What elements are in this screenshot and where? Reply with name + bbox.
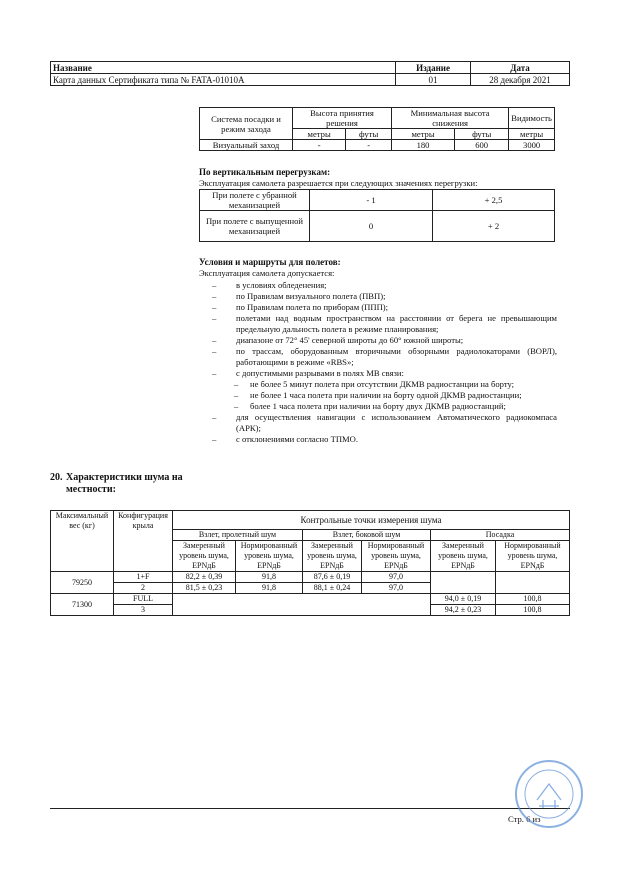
dash: –	[234, 390, 239, 400]
section-title: Характеристики шума на местности:	[66, 472, 183, 495]
mass-header: Максимальный вес (кг)	[51, 511, 114, 572]
table-cell: 82,2 ± 0,39	[173, 572, 236, 583]
list-item	[212, 412, 557, 434]
g-loads-row	[200, 211, 555, 242]
table-cell: 97,0	[362, 572, 431, 583]
conditions-list	[212, 280, 557, 445]
table-cell: 0	[310, 211, 433, 242]
list-item-text: с отклонениями согласно ТПМО.	[236, 434, 359, 444]
dash: –	[234, 401, 239, 411]
table-cell: 100,8	[496, 594, 570, 605]
table-cell	[173, 594, 431, 616]
table-cell: -	[293, 140, 346, 151]
conditions-title: Условия и маршруты для полетов:	[199, 257, 341, 267]
landing-header: Посадка	[431, 530, 570, 541]
list-item-text: полетами над водным пространством на расстоянии от берега не превышающим предельную дальность полета в режиме планирования;	[236, 313, 557, 334]
noise-table	[50, 510, 570, 616]
table-cell: - 1	[310, 190, 433, 211]
table-cell: 180	[391, 140, 454, 151]
table-cell: 91,8	[236, 572, 303, 583]
dash: –	[212, 302, 217, 312]
g-loads-table	[199, 189, 555, 242]
config-header: Конфигурация крыла	[114, 511, 173, 572]
normalized-header: Нормированный уровень шума, EPNдБ	[236, 541, 303, 572]
table-cell: 3	[114, 605, 173, 616]
table-cell: Визуальный заход	[200, 140, 293, 151]
table-cell: 3000	[509, 140, 555, 151]
approach-row	[200, 140, 555, 151]
table-cell: FULL	[114, 594, 173, 605]
list-item-text: более 1 часа полета при наличии на борту двух ДКМВ радиостанций;	[250, 401, 506, 411]
header-date-label: Дата	[471, 62, 570, 74]
min-descent-header: Минимальная высота снижения	[391, 108, 508, 129]
visibility-header: Видимость	[509, 108, 555, 129]
header-edition-label: Издание	[396, 62, 471, 74]
list-subitem	[212, 390, 557, 401]
stamp-seal-icon	[515, 760, 583, 828]
list-item-text: в условиях обледенения;	[236, 280, 327, 290]
unit-meters: метры	[293, 129, 346, 140]
dash: –	[212, 434, 217, 444]
list-item	[212, 346, 557, 368]
normalized-header: Нормированный уровень шума, EPNдБ	[362, 541, 431, 572]
takeoff-flyover-header: Взлет, пролетный шум	[173, 530, 303, 541]
table-cell: 1+F	[114, 572, 173, 583]
footer-divider	[50, 808, 570, 809]
table-cell: 87,6 ± 0,19	[303, 572, 362, 583]
header-name-label: Название	[51, 62, 396, 74]
approach-minima-table	[199, 107, 555, 151]
list-item	[212, 434, 557, 445]
list-item-text: не более 5 минут полета при отсутствии ДКМВ радиостанции на борту;	[250, 379, 515, 389]
measured-header: Замеренный уровень шума, EPNдБ	[431, 541, 496, 572]
dash: –	[212, 335, 217, 345]
table-cell: 71300	[51, 594, 114, 616]
measured-header: Замеренный уровень шума, EPNдБ	[303, 541, 362, 572]
table-cell: + 2	[433, 211, 555, 242]
unit-meters: метры	[509, 129, 555, 140]
table-cell: 79250	[51, 572, 114, 594]
decision-height-header: Высота принятия решения	[293, 108, 392, 129]
header-edition-value: 01	[396, 74, 471, 86]
list-item-text: по трассам, оборудованным вторичными обзорными радиолокаторами (ВОРЛ), работающими в режиме «RBS»;	[236, 346, 557, 367]
table-cell: При полете с убранной механизацией	[200, 190, 310, 211]
list-item	[212, 335, 557, 346]
g-loads-title: По вертикальным перегрузкам:	[199, 167, 331, 177]
dash: –	[212, 412, 217, 422]
table-row	[51, 594, 570, 605]
list-item-text: не более 1 часа полета при наличии на борту одной ДКМВ радиостанции;	[250, 390, 522, 400]
table-row	[51, 572, 570, 583]
list-item	[212, 280, 557, 291]
table-cell: -	[346, 140, 392, 151]
dash: –	[212, 280, 217, 290]
list-subitem	[212, 401, 557, 412]
list-item	[212, 291, 557, 302]
dash: –	[212, 346, 217, 356]
document-header-table	[50, 61, 570, 86]
table-cell: 91,8	[236, 583, 303, 594]
list-item	[212, 368, 557, 379]
list-item	[212, 313, 557, 335]
table-cell: 88,1 ± 0,24	[303, 583, 362, 594]
page-number: Стр. 6 из	[508, 814, 541, 824]
table-cell: + 2,5	[433, 190, 555, 211]
table-cell: 100,8	[496, 605, 570, 616]
conditions-intro: Эксплуатация самолета допускается:	[199, 268, 335, 278]
list-item-text: диапазоне от 72° 45' северной широты до 60° южной широты;	[236, 335, 464, 345]
g-loads-intro: Эксплуатация самолета разрешается при следующих значениях перегрузки:	[199, 178, 478, 188]
measured-header: Замеренный уровень шума, EPNдБ	[173, 541, 236, 572]
table-cell: 97,0	[362, 583, 431, 594]
table-cell	[431, 572, 496, 594]
dash: –	[212, 291, 217, 301]
table-cell	[496, 572, 570, 594]
g-loads-row	[200, 190, 555, 211]
header-date-value: 28 декабря 2021	[471, 74, 570, 86]
dash: –	[212, 368, 217, 378]
table-cell: 81,5 ± 0,23	[173, 583, 236, 594]
table-cell: 94,0 ± 0,19	[431, 594, 496, 605]
dash: –	[234, 379, 239, 389]
table-cell: 600	[455, 140, 509, 151]
list-item-text: по Правилам визуального полета (ПВП);	[236, 291, 386, 301]
unit-feet: футы	[455, 129, 509, 140]
takeoff-lateral-header: Взлет, боковой шум	[303, 530, 431, 541]
list-item-text: для осуществления навигации с использованием Автоматического радиокомпаса (АРК);	[236, 412, 557, 433]
normalized-header: Нормированный уровень шума, EPNдБ	[496, 541, 570, 572]
table-cell: 94,2 ± 0,23	[431, 605, 496, 616]
header-name-value: Карта данных Сертификата типа № FATA-01010A	[51, 74, 396, 86]
section-number: 20.	[50, 472, 63, 483]
table-cell: 2	[114, 583, 173, 594]
list-subitem	[212, 379, 557, 390]
unit-meters: метры	[391, 129, 454, 140]
list-item	[212, 302, 557, 313]
list-item-text: по Правилам полета по приборам (ППП);	[236, 302, 389, 312]
stamp-seal-graphic	[517, 762, 581, 826]
table-cell: При полете с выпущенной механизацией	[200, 211, 310, 242]
measurement-points-header: Контрольные точки измерения шума	[173, 511, 570, 530]
unit-feet: футы	[346, 129, 392, 140]
list-item-text: с допустимыми разрывами в полях МВ связи:	[236, 368, 404, 378]
dash: –	[212, 313, 217, 323]
approach-system-header: Система посадки и режим захода	[200, 108, 293, 140]
